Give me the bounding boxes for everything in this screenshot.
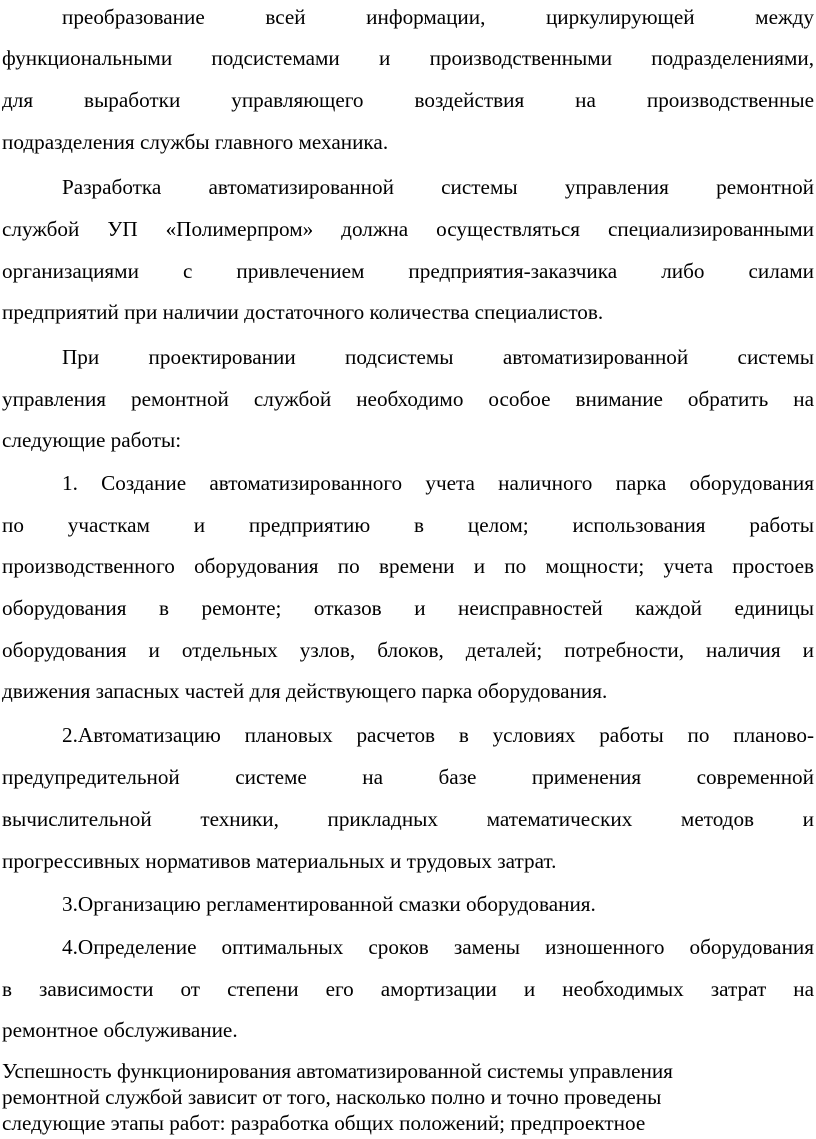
paragraph-line: Успешность функционирования автоматизированной системы управления [2, 1059, 673, 1083]
list-item-line: оборудования и отдельных узлов, блоков, деталей; потребности, наличия и [2, 638, 814, 662]
paragraph-line: функциональными подсистемами и производственными подразделениями, [2, 46, 814, 70]
list-item-line: 2.Автоматизацию плановых расчетов в условиях работы по планово- [62, 723, 814, 747]
list-item-line: вычислительной техники, прикладных математических методов и [2, 807, 814, 831]
list-item-line: ремонтное обслуживание. [2, 1018, 238, 1042]
paragraph-line: для выработки управляющего воздействия на производственные [2, 88, 814, 112]
list-item-line: оборудования в ремонте; отказов и неисправностей каждой единицы [2, 596, 814, 620]
list-item-line: 3.Организацию регламентированной смазки оборудования. [62, 892, 596, 916]
list-item-line: производственного оборудования по времени и по мощности; учета простоев [2, 554, 814, 578]
list-item-line: по участкам и предприятию в целом; использования работы [2, 513, 814, 537]
paragraph-line: следующие работы: [2, 428, 182, 452]
paragraph-line: организациями с привлечением предприятия-заказчика либо силами [2, 259, 814, 283]
paragraph-line: преобразование всей информации, циркулирующей между [62, 5, 814, 29]
paragraph-line: При проектировании подсистемы автоматизированной системы [62, 345, 814, 369]
list-item-line: в зависимости от степени его амортизации и необходимых затрат на [2, 977, 814, 1001]
list-item-line: движения запасных частей для действующего парка оборудования. [2, 679, 608, 703]
paragraph-line: следующие этапы работ: разработка общих положений; предпроектное [2, 1111, 646, 1135]
paragraph-line: управления ремонтной службой необходимо особое внимание обратить на [2, 387, 814, 411]
paragraph-line: ремонтной службой зависит от того, насколько полно и точно проведены [2, 1085, 662, 1109]
paragraph-line: Разработка автоматизированной системы управления ремонтной [62, 175, 814, 199]
list-item-line: 1. Создание автоматизированного учета наличного парка оборудования [62, 471, 814, 495]
list-item-line: предупредительной системе на базе применения современной [2, 765, 814, 789]
paragraph-line: подразделения службы главного механика. [2, 130, 389, 154]
list-item-line: 4.Определение оптимальных сроков замены изношенного оборудования [62, 935, 814, 959]
list-item-line: прогрессивных нормативов материальных и трудовых затрат. [2, 849, 557, 873]
paragraph-line: предприятий при наличии достаточного количества специалистов. [2, 300, 604, 324]
paragraph-line: службой УП «Полимерпром» должна осуществляться специализированными [2, 217, 814, 241]
